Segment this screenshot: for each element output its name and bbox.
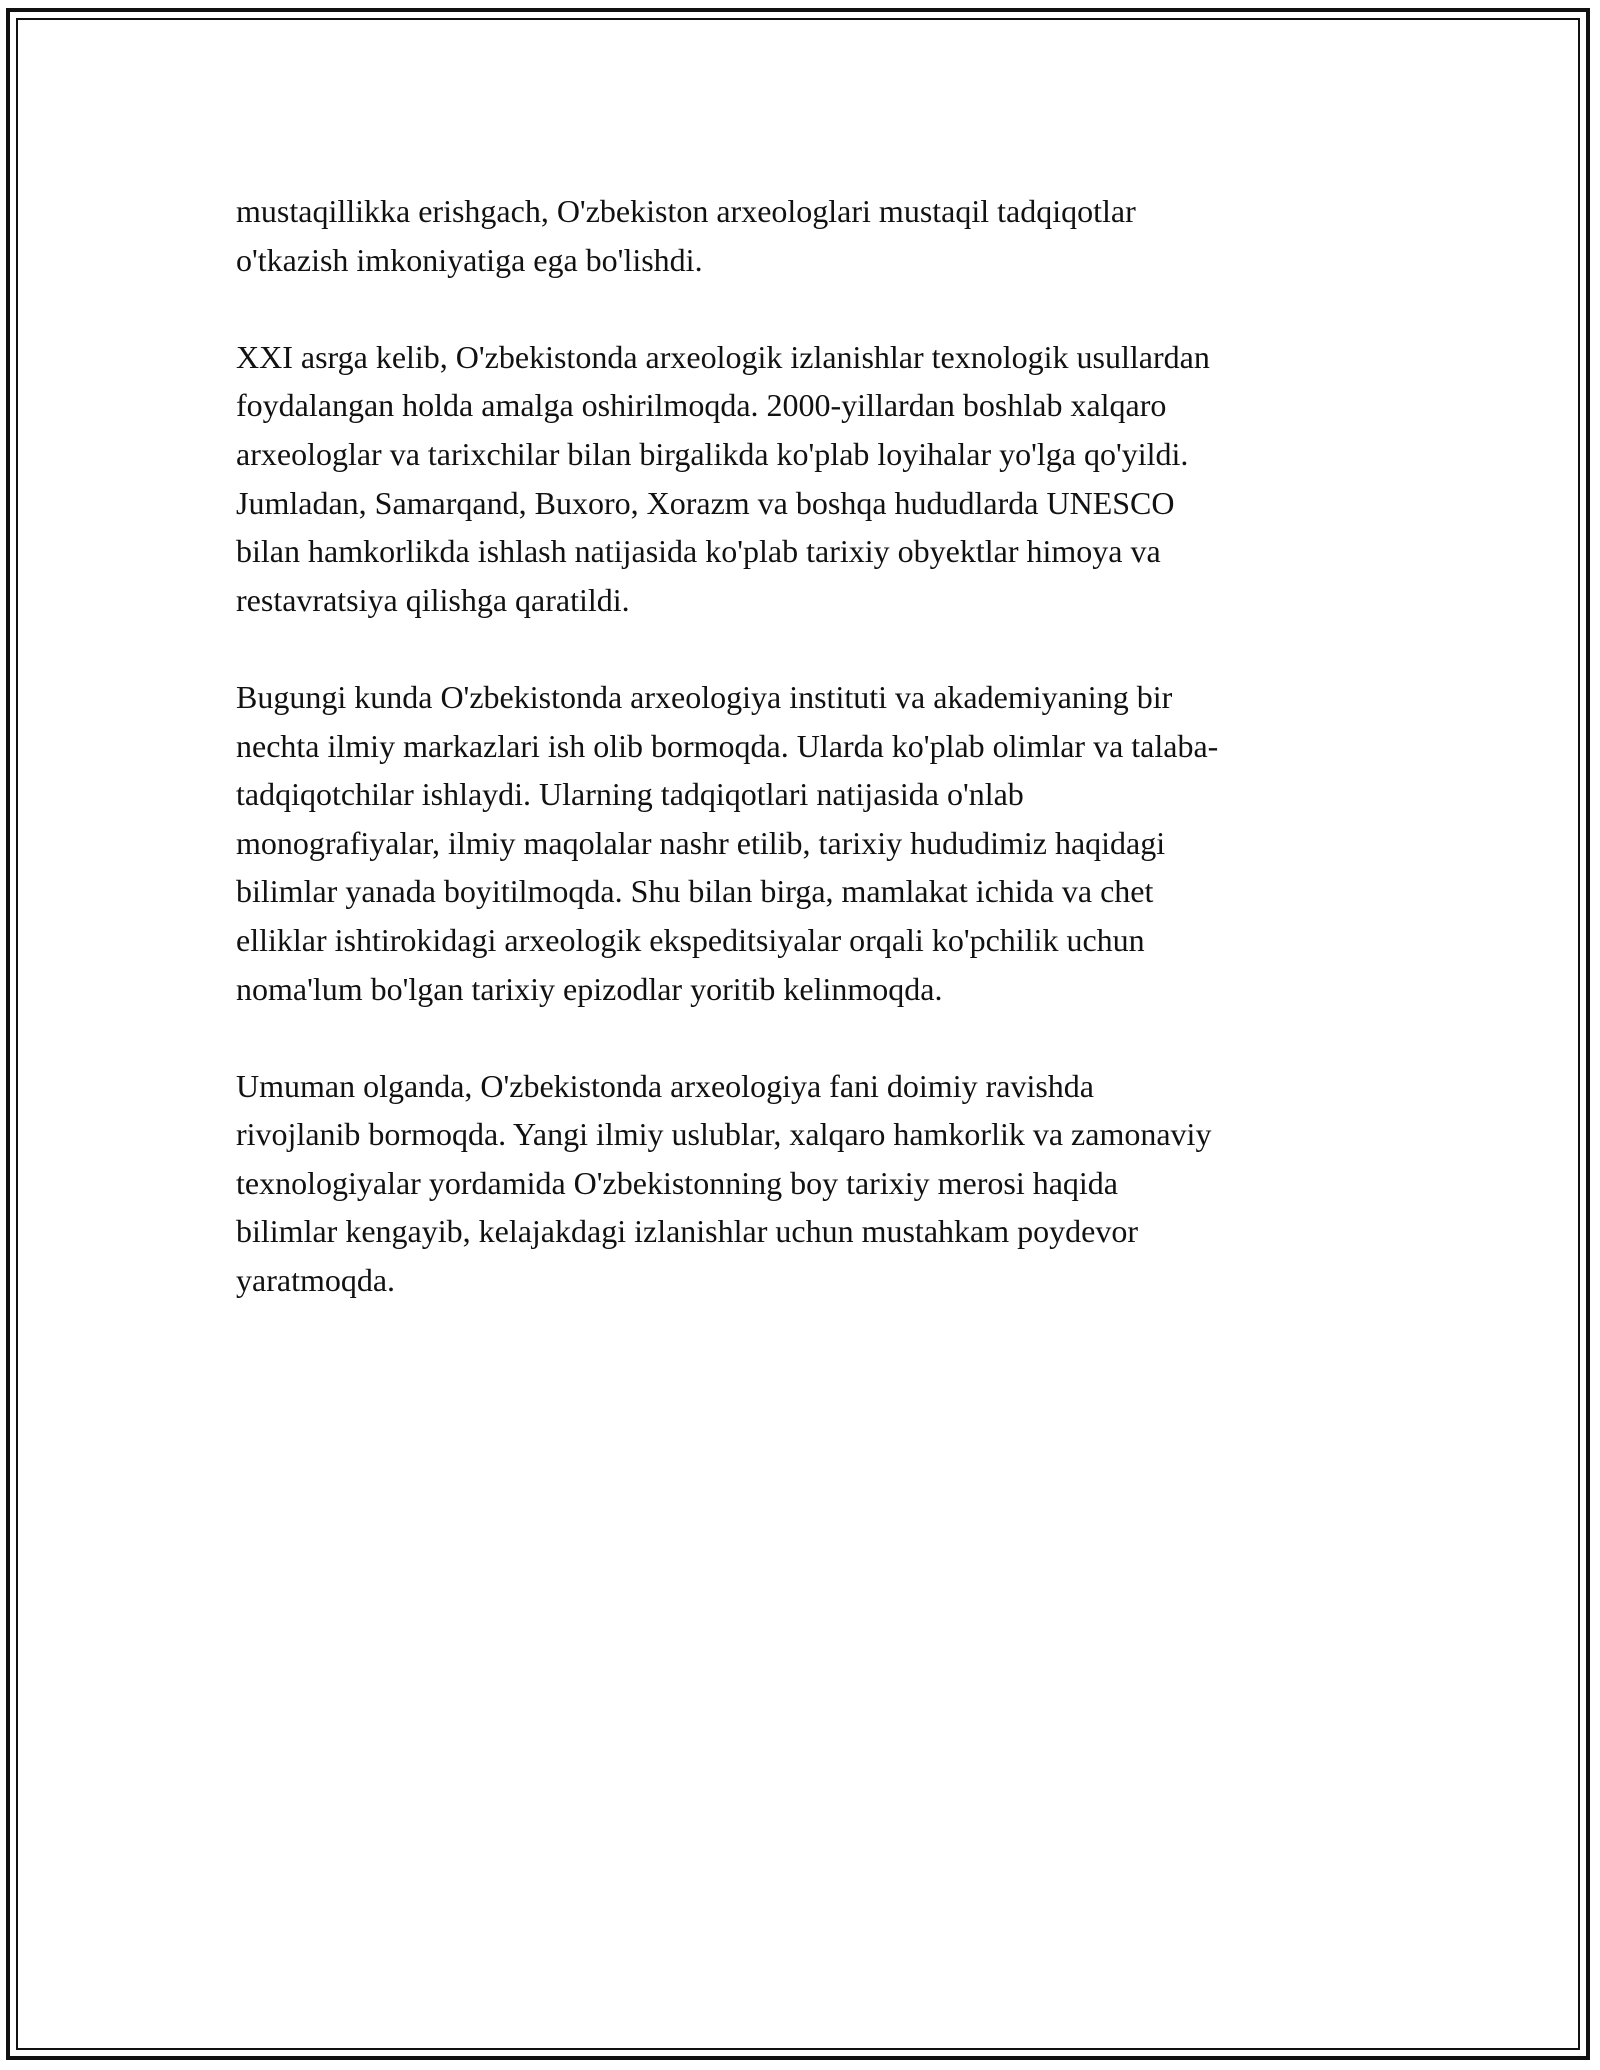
text-line: monografiyalar, ilmiy maqolalar nashr etilib, tarixiy hududimiz haqidagi [236,824,1166,861]
text-line: rivojlanib bormoqda. Yangi ilmiy uslublar, xalqaro hamkorlik va zamonaviy [236,1116,1212,1153]
text-line: yaratmoqda. [236,1262,396,1299]
text-line: tadqiqotchilar ishlaydi. Ularning tadqiqotlari natijasida o'nlab [236,776,1024,813]
text-line: bilan hamkorlikda ishlash natijasida ko'plab tarixiy obyektlar himoya va [236,533,1161,570]
text-line: texnologiyalar yordamida O'zbekistonning boy tarixiy merosi haqida [236,1164,1118,1201]
paragraph-2 [236,333,1386,625]
text-line: XXI asrga kelib, O'zbekistonda arxeologik izlanishlar texnologik usullardan [236,338,1210,375]
text-line: restavratsiya qilishga qaratildi. [236,581,630,618]
text-line: o'tkazish imkoniyatiga ega bo'lishdi. [236,241,703,278]
text-line: arxeologlar va tarixchilar bilan birgalikda ko'plab loyihalar yo'lga qo'yildi. [236,435,1189,472]
paragraph-4 [236,1062,1386,1305]
paragraph-3 [236,673,1386,1013]
text-line: mustaqillikka erishgach, O'zbekiston arxeologlari mustaqil tadqiqotlar [236,193,1136,229]
paragraph-1 [236,187,1386,284]
text-line: nechta ilmiy markazlari ish olib bormoqda. Ularda ko'plab olimlar va talaba- [236,727,1219,764]
text-line: elliklar ishtirokidagi arxeologik ekspeditsiyalar orqali ko'pchilik uchun [236,921,1145,958]
document-body [236,187,1386,1353]
text-line: bilimlar yanada boyitilmoqda. Shu bilan birga, mamlakat ichida va chet [236,873,1154,910]
text-line: foydalangan holda amalga oshirilmoqda. 2000-yillardan boshlab xalqaro [236,387,1167,424]
text-line: bilimlar kengayib, kelajakdagi izlanishlar uchun mustahkam poydevor [236,1213,1138,1250]
text-line: Jumladan, Samarqand, Buxoro, Xorazm va boshqa hududlarda UNESCO [236,484,1175,521]
text-line: noma'lum bo'lgan tarixiy epizodlar yoritib kelinmoqda. [236,970,943,1007]
text-line: Bugungi kunda O'zbekistonda arxeologiya instituti va akademiyaning bir [236,678,1173,715]
text-line: Umuman olganda, O'zbekistonda arxeologiya fani doimiy ravishda [236,1067,1094,1104]
